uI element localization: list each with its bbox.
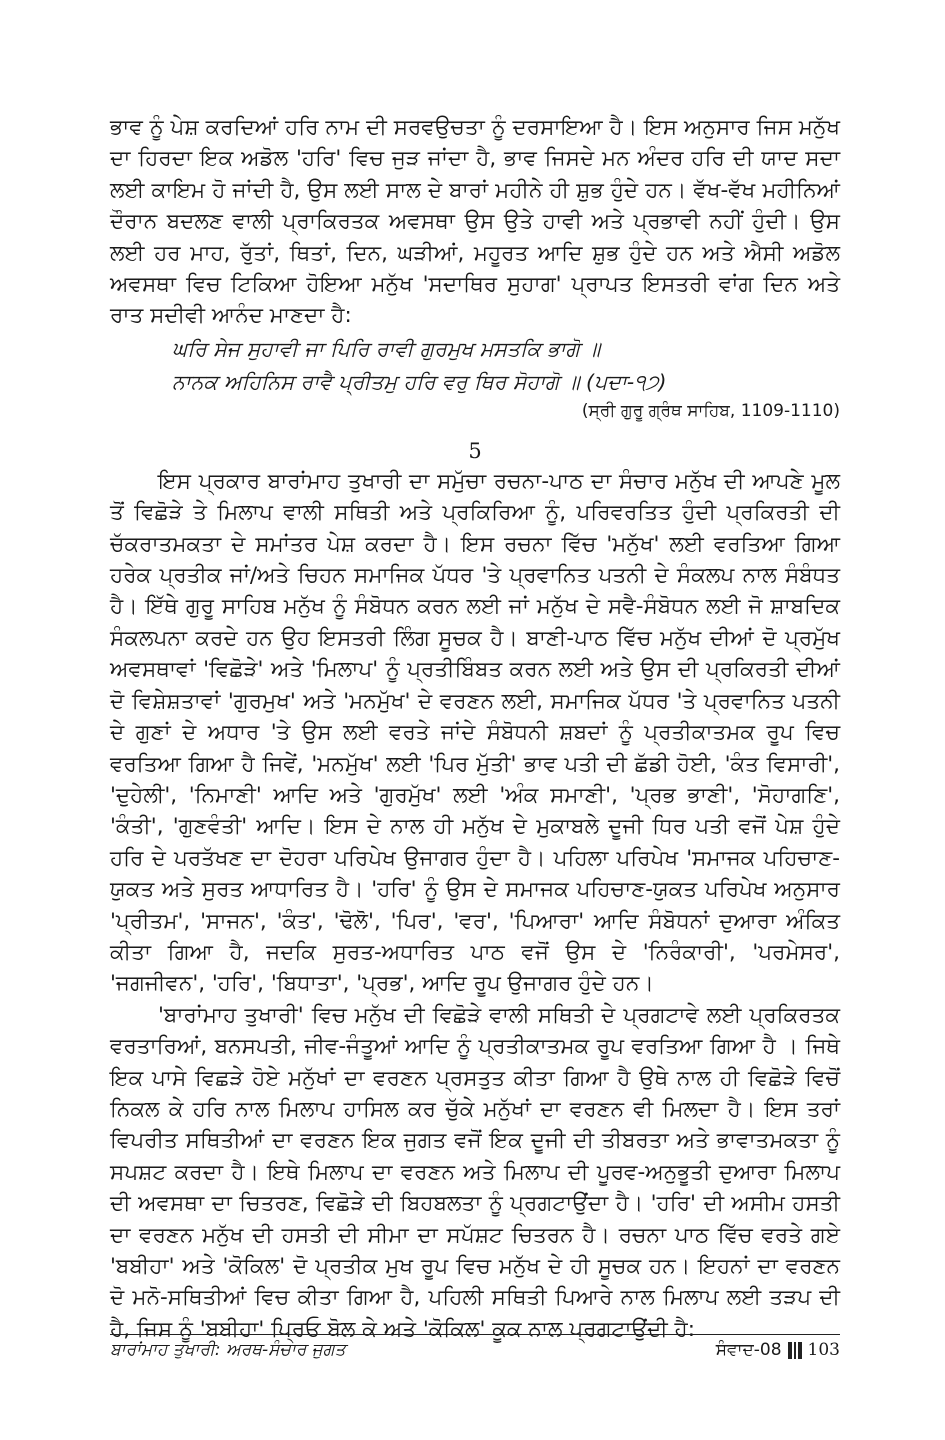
page-number: 103 [807, 1340, 840, 1360]
page-body [110, 112, 840, 1345]
footer-page-info [716, 1340, 840, 1360]
paragraph-section-5: ਇਸ ਪ੍ਰਕਾਰ ਬਾਰਾਂਮਾਹ ਤੁਖਾਰੀ ਦਾ ਸਮੁੱਚਾ ਰਚਨਾ-ਪਾਠ ਦਾ ਸੰਚਾਰ ਮਨੁੱਖ ਦੀ ਆਪਣੇ ਮੂਲ ਤੋਂ ਵਿਛੋੜੇ ਤੇ ਮਿਲਾਪ ਵਾਲੀ ਸਥਿਤੀ ਅਤੇ ਪ੍ਰਕਿਰਿਆ ਨੂੰ, ਪਰਿਵਰਤਿਤ ਹੁੰਦੀ ਪ੍ਰਕਿਰਤੀ ਦੀ ਚੱਕਰਾਤਮਕਤਾ ਦੇ ਸਮਾਂਤਰ ਪੇਸ਼ ਕਰਦਾ ਹੈ। ਇਸ ਰਚਨਾ ਵਿੱਚ 'ਮਨੁੱਖ' ਲਈ ਵਰਤਿਆ ਗਿਆ ਹਰੇਕ ਪ੍ਰਤੀਕ ਜਾਂ/ਅਤੇ ਚਿਹਨ ਸਮਾਜਿਕ ਪੱਧਰ 'ਤੇ ਪ੍ਰਵਾਨਿਤ ਪਤਨੀ ਦੇ ਸੰਕਲਪ ਨਾਲ ਸੰਬੰਧਤ ਹੈ। ਇੱਥੇ ਗੁਰੂ ਸਾਹਿਬ ਮਨੁੱਖ ਨੂੰ ਸੰਬੋਧਨ ਕਰਨ ਲਈ ਜਾਂ ਮਨੁੱਖ ਦੇ ਸਵੈ-ਸੰਬੋਧਨ ਲਈ ਜੋ ਸ਼ਾਬਦਿਕ ਸੰਕਲਪਨਾ ਕਰਦੇ ਹਨ ਉਹ ਇਸਤਰੀ ਲਿੰਗ ਸੂਚਕ ਹੈ। ਬਾਣੀ-ਪਾਠ ਵਿੱਚ ਮਨੁੱਖ ਦੀਆਂ ਦੋ ਪ੍ਰਮੁੱਖ ਅਵਸਥਾਵਾਂ 'ਵਿਛੋੜੇ' ਅਤੇ 'ਮਿਲਾਪ' ਨੂੰ ਪ੍ਰਤੀਬਿੰਬਤ ਕਰਨ ਲਈ ਅਤੇ ਉਸ ਦੀ ਪ੍ਰਕਿਰਤੀ ਦੀਆਂ ਦੋ ਵਿਸ਼ੇਸ਼ਤਾਵਾਂ 'ਗੁਰਮੁਖ' ਅਤੇ 'ਮਨਮੁੱਖ' ਦੇ ਵਰਣਨ ਲਈ, ਸਮਾਜਿਕ ਪੱਧਰ 'ਤੇ ਪ੍ਰਵਾਨਿਤ ਪਤਨੀ ਦੇ ਗੁਣਾਂ ਦੇ ਅਧਾਰ 'ਤੇ ਉਸ ਲਈ ਵਰਤੇ ਜਾਂਦੇ ਸੰਬੋਧਨੀ ਸ਼ਬਦਾਂ ਨੂੰ ਪ੍ਰਤੀਕਾਤਮਕ ਰੂਪ ਵਿਚ ਵਰਤਿਆ ਗਿਆ ਹੈ ਜਿਵੇਂ, 'ਮਨਮੁੱਖ' ਲਈ 'ਪਿਰ ਮੁੱਤੀ' ਭਾਵ ਪਤੀ ਦੀ ਛੱਡੀ ਹੋਈ, 'ਕੰਤ ਵਿਸਾਰੀ', 'ਦੁਹੇਲੀ', 'ਨਿਮਾਣੀ' ਆਦਿ ਅਤੇ 'ਗੁਰਮੁੱਖ' ਲਈ 'ਅੰਕ ਸਮਾਣੀ', 'ਪ੍ਰਭ ਭਾਣੀ', 'ਸੋਹਾਗਣਿ', 'ਕੰਤੀ', 'ਗੁਣਵੰਤੀ' ਆਦਿ। ਇਸ ਦੇ ਨਾਲ ਹੀ ਮਨੁੱਖ ਦੇ ਮੁਕਾਬਲੇ ਦੂਜੀ ਧਿਰ ਪਤੀ ਵਜੋਂ ਪੇਸ਼ ਹੁੰਦੇ ਹਰਿ ਦੇ ਪਰਤੱਖਣ ਦਾ ਦੋਹਰਾ ਪਰਿਪੇਖ ਉਜਾਗਰ ਹੁੰਦਾ ਹੈ। ਪਹਿਲਾ ਪਰਿਪੇਖ 'ਸਮਾਜਕ ਪਹਿਚਾਣ-ਯੁਕਤ ਅਤੇ ਸੁਰਤ ਆਧਾਰਿਤ ਹੈ। 'ਹਰਿ' ਨੂੰ ਉਸ ਦੇ ਸਮਾਜਕ ਪਹਿਚਾਣ-ਯੁਕਤ ਪਰਿਪੇਖ ਅਨੁਸਾਰ 'ਪ੍ਰੀਤਮ', 'ਸਾਜਨ', 'ਕੰਤ', 'ਢੋਲੋ', 'ਪਿਰ', 'ਵਰ', 'ਪਿਆਰਾ' ਆਦਿ ਸੰਬੋਧਨਾਂ ਦੁਆਰਾ ਅੰਕਿਤ ਕੀਤਾ ਗਿਆ ਹੈ, ਜਦਕਿ ਸੁਰਤ-ਅਧਾਰਿਤ ਪਾਠ ਵਜੋਂ ਉਸ ਦੇ 'ਨਿਰੰਕਾਰੀ', 'ਪਰਮੇਸਰ', 'ਜਗਜੀਵਨ', 'ਹਰਿ', 'ਬਿਧਾਤਾ', 'ਪ੍ਰਭ', ਆਦਿ ਰੂਪ ਉਜਾਗਰ ਹੁੰਦੇ ਹਨ। [110, 468, 840, 997]
triple-bar-icon [788, 1341, 802, 1359]
journal-issue: ਸੰਵਾਦ-08 [715, 1340, 782, 1360]
paragraph-tukhari: 'ਬਾਰਾਂਮਾਹ ਤੁਖਾਰੀ' ਵਿਚ ਮਨੁੱਖ ਦੀ ਵਿਛੋੜੇ ਵਾਲੀ ਸਥਿਤੀ ਦੇ ਪ੍ਰਗਟਾਵੇ ਲਈ ਪ੍ਰਕਿਰਤਕ ਵਰਤਾਰਿਆਂ, ਬਨਸਪਤੀ, ਜੀਵ-ਜੰਤੂਆਂ ਆਦਿ ਨੂੰ ਪ੍ਰਤੀਕਾਤਮਕ ਰੂਪ ਵਰਤਿਆ ਗਿਆ ਹੈ । ਜਿਥੇ ਇਕ ਪਾਸੇ ਵਿਛੜੇ ਹੋਏ ਮਨੁੱਖਾਂ ਦਾ ਵਰਣਨ ਪ੍ਰਸਤੁਤ ਕੀਤਾ ਗਿਆ ਹੈ ਉਥੇ ਨਾਲ ਹੀ ਵਿਛੋੜੇ ਵਿਚੋਂ ਨਿਕਲ ਕੇ ਹਰਿ ਨਾਲ ਮਿਲਾਪ ਹਾਸਿਲ ਕਰ ਚੁੱਕੇ ਮਨੁੱਖਾਂ ਦਾ ਵਰਣਨ ਵੀ ਮਿਲਦਾ ਹੈ। ਇਸ ਤਰਾਂ ਵਿਪਰੀਤ ਸਥਿਤੀਆਂ ਦਾ ਵਰਣਨ ਇਕ ਜੁਗਤ ਵਜੋਂ ਇਕ ਦੂਜੀ ਦੀ ਤੀਬਰਤਾ ਅਤੇ ਭਾਵਾਤਮਕਤਾ ਨੂੰ ਸਪਸ਼ਟ ਕਰਦਾ ਹੈ। ਇਥੇ ਮਿਲਾਪ ਦਾ ਵਰਣਨ ਅਤੇ ਮਿਲਾਪ ਦੀ ਪੂਰਵ-ਅਨੁਭੂਤੀ ਦੁਆਰਾ ਮਿਲਾਪ ਦੀ ਅਵਸਥਾ ਦਾ ਚਿਤਰਣ, ਵਿਛੋੜੇ ਦੀ ਬਿਹਬਲਤਾ ਨੂੰ ਪ੍ਰਗਟਾਉਂਦਾ ਹੈ। 'ਹਰਿ' ਦੀ ਅਸੀਮ ਹਸਤੀ ਦਾ ਵਰਣਨ ਮਨੁੱਖ ਦੀ ਹਸਤੀ ਦੀ ਸੀਮਾ ਦਾ ਸਪੱਸ਼ਟ ਚਿਤਰਨ ਹੈ। ਰਚਨਾ ਪਾਠ ਵਿੱਚ ਵਰਤੇ ਗਏ 'ਬਬੀਹਾ' ਅਤੇ 'ਕੋਕਿਲ' ਦੋ ਪ੍ਰਤੀਕ ਮੁਖ ਰੂਪ ਵਿਚ ਮਨੁੱਖ ਦੇ ਹੀ ਸੂਚਕ ਹਨ। ਇਹਨਾਂ ਦਾ ਵਰਣਨ ਦੋ ਮਨੋ-ਸਥਿਤੀਆਂ ਵਿਚ ਕੀਤਾ ਗਿਆ ਹੈ, ਪਹਿਲੀ ਸਥਿਤੀ ਪਿਆਰੇ ਨਾਲ ਮਿਲਾਪ ਲਈ ਤੜਪ ਦੀ ਹੈ, ਜਿਸ ਨੂੰ 'ਬਬੀਹਾ' ਪ੍ਰਿਓ ਬੋਲ ਕੇ ਅਤੇ 'ਕੋਕਿਲ' ਕੂਕ ਨਾਲ ਪ੍ਰਗਟਾਉਂਦੀ ਹੈ: [110, 1002, 840, 1342]
section-number: 5 [468, 438, 482, 463]
verse-line-1: ਘਰਿ ਸੇਜ ਸੁਹਾਵੀ ਜਾ ਪਿਰਿ ਰਾਵੀ ਗੁਰਮੁਖ ਮਸਤਕਿ ਭਾਗੋ ॥ [172, 336, 601, 361]
verse-source: (ਸ੍ਰੀ ਗੁਰੂ ਗ੍ਰੰਥ ਸਾਹਿਬ, 1109-1110) [581, 400, 840, 421]
page-footer [110, 1340, 840, 1360]
paragraph-intro: ਭਾਵ ਨੂੰ ਪੇਸ਼ ਕਰਦਿਆਂ ਹਰਿ ਨਾਮ ਦੀ ਸਰਵਉਚਤਾ ਨੂੰ ਦਰਸਾਇਆ ਹੈ। ਇਸ ਅਨੁਸਾਰ ਜਿਸ ਮਨੁੱਖ ਦਾ ਹਿਰਦਾ ਇਕ ਅਡੋਲ 'ਹਰਿ' ਵਿਚ ਜੁੜ ਜਾਂਦਾ ਹੈ, ਭਾਵ ਜਿਸਦੇ ਮਨ ਅੰਦਰ ਹਰਿ ਦੀ ਯਾਦ ਸਦਾ ਲਈ ਕਾਇਮ ਹੋ ਜਾਂਦੀ ਹੈ, ਉਸ ਲਈ ਸਾਲ ਦੇ ਬਾਰਾਂ ਮਹੀਨੇ ਹੀ ਸ਼ੁਭ ਹੁੰਦੇ ਹਨ। ਵੱਖ-ਵੱਖ ਮਹੀਨਿਆਂ ਦੌਰਾਨ ਬਦਲਣ ਵਾਲੀ ਪ੍ਰਾਕਿਰਤਕ ਅਵਸਥਾ ਉਸ ਉਤੇ ਹਾਵੀ ਅਤੇ ਪ੍ਰਭਾਵੀ ਨਹੀਂ ਹੁੰਦੀ। ਉਸ ਲਈ ਹਰ ਮਾਹ, ਰੁੱਤਾਂ, ਥਿਤਾਂ, ਦਿਨ, ਘੜੀਆਂ, ਮਹੂਰਤ ਆਦਿ ਸ਼ੁਭ ਹੁੰਦੇ ਹਨ ਅਤੇ ਐਸੀ ਅਡੋਲ ਅਵਸਥਾ ਵਿਚ ਟਿਕਿਆ ਹੋਇਆ ਮਨੁੱਖ 'ਸਦਾਥਿਰ ਸੁਹਾਗ' ਪ੍ਰਾਪਤ ਇਸਤਰੀ ਵਾਂਗ ਦਿਨ ਅਤੇ ਰਾਤ ਸਦੀਵੀ ਆਨੰਦ ਮਾਣਦਾ ਹੈ: [110, 115, 840, 329]
footer-divider [110, 1334, 840, 1335]
verse-line-2: ਨਾਨਕ ਅਹਿਨਿਸ ਰਾਵੈ ਪ੍ਰੀਤਮੁ ਹਰਿ ਵਰੁ ਥਿਰ ਸੋਹਾਗੋ ॥ (ਪਦਾ-੧੭) [172, 369, 667, 394]
running-title: ਬਾਰਾਂਮਾਹ ਤੁਖਾਰੀ: ਅਰਥ-ਸੰਚਾਰ ਜੁਗਤ [110, 1340, 346, 1360]
